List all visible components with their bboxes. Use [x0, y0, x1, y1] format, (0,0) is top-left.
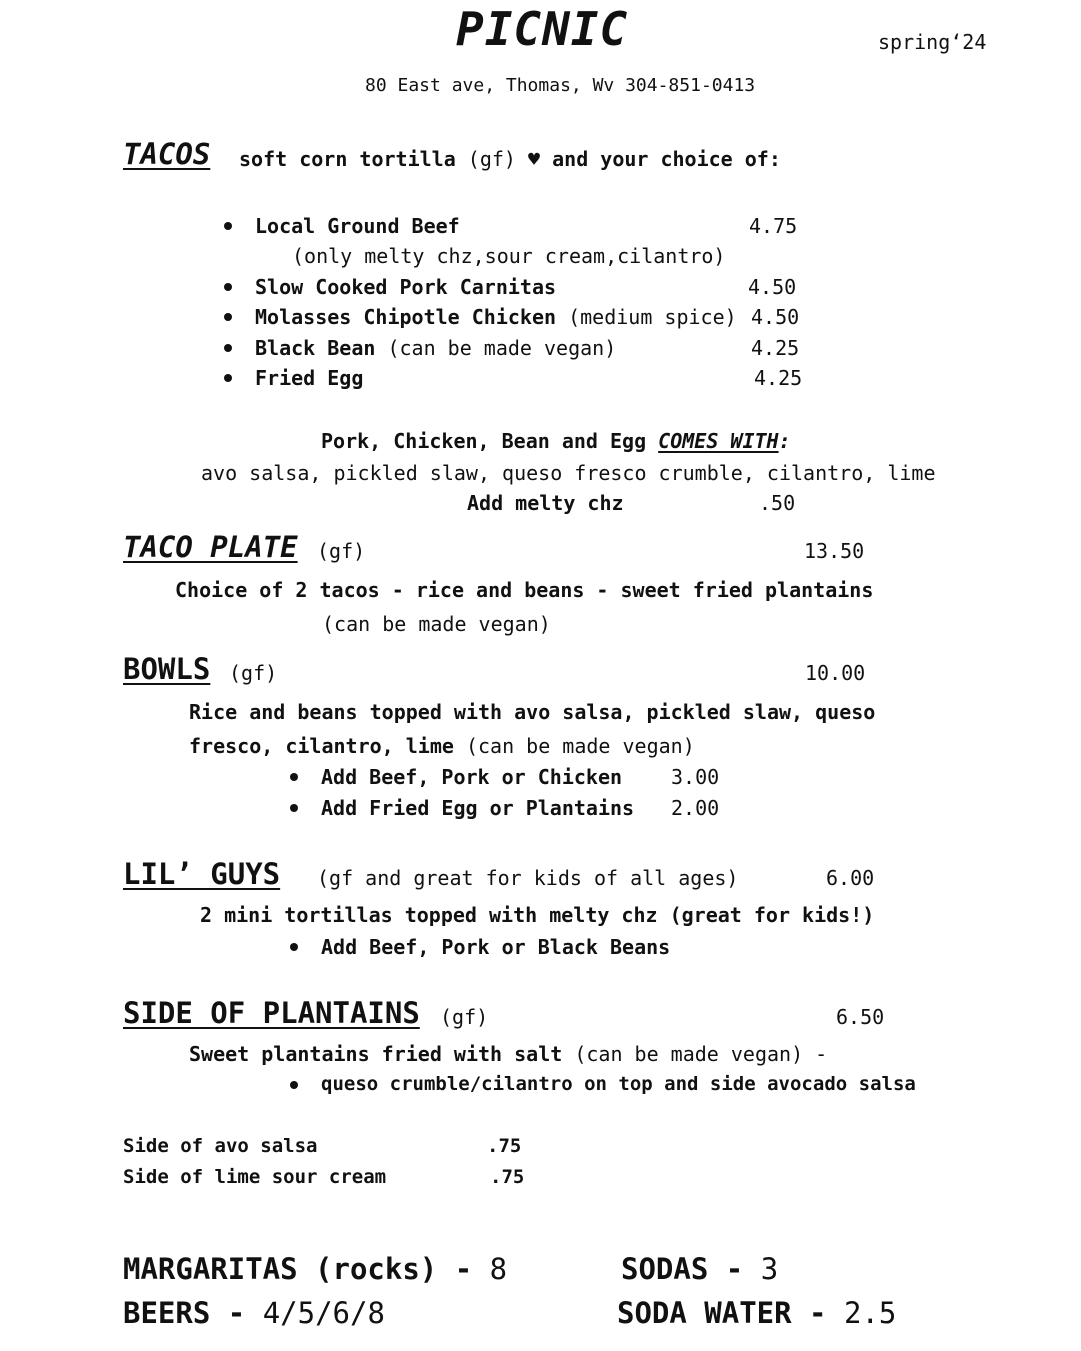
- bowls-addon-price: 3.00: [671, 765, 720, 789]
- margaritas-label: MARGARITAS (rocks) -: [123, 1252, 473, 1286]
- bullet-icon: [290, 773, 298, 781]
- comes-with-colon: :: [778, 429, 791, 453]
- side-label: Side of avo salsa: [123, 1135, 318, 1157]
- taco-item-name: Local Ground Beef: [255, 214, 460, 238]
- tacos-intro-tortilla: soft corn tortilla: [239, 147, 456, 171]
- lil-guys-addon: Add Beef, Pork or Black Beans: [321, 935, 671, 959]
- side-price: .75: [490, 1166, 525, 1188]
- side-label: Side of lime sour cream: [123, 1166, 387, 1188]
- plantains-desc: [189, 1042, 827, 1066]
- bowls-heading: BOWLS: [123, 652, 211, 686]
- bowls-desc-bold: fresco, cilantro, lime: [189, 734, 454, 758]
- taco-item-name: Slow Cooked Pork Carnitas: [255, 275, 557, 299]
- comes-with-lead: Pork, Chicken, Bean and Egg: [321, 429, 647, 453]
- beers-label: BEERS -: [123, 1296, 246, 1330]
- menu-title: PICNIC: [456, 2, 629, 56]
- addon-melty-chz-price: .50: [759, 491, 796, 515]
- side-price: .75: [487, 1135, 522, 1157]
- bullet-icon: [224, 313, 232, 321]
- beef-note: (only melty chz,sour cream,cilantro): [292, 244, 726, 268]
- taco-item-name: Black Bean: [255, 336, 376, 360]
- bullet-icon: [290, 943, 298, 951]
- taco-plate-gf: (gf): [317, 539, 366, 563]
- comes-with-line: [321, 429, 791, 453]
- bowls-desc-line1: Rice and beans topped with avo salsa, pickled slaw, queso: [189, 700, 876, 724]
- plantains-gf: (gf): [440, 1005, 489, 1029]
- margaritas-line: [123, 1252, 507, 1286]
- taco-item-price: 4.25: [754, 366, 803, 390]
- beers-line: [123, 1296, 385, 1330]
- bowls-desc-note: (can be made vegan): [465, 734, 695, 758]
- address-line: 80 East ave, Thomas, Wv 304-851-0413: [365, 75, 756, 96]
- beers-price: 4/5/6/8: [262, 1296, 385, 1330]
- bowls-addon-label: Add Beef, Pork or Chicken: [321, 765, 623, 789]
- plantains-bullet: queso crumble/cilantro on top and side avocado salsa: [321, 1073, 916, 1095]
- toppings-line: avo salsa, pickled slaw, queso fresco crumble, cilantro, lime: [201, 461, 936, 485]
- sodas-price: 3: [760, 1252, 779, 1286]
- bowls-addon-label: Add Fried Egg or Plantains: [321, 796, 635, 820]
- bullet-icon: [224, 344, 232, 352]
- margaritas-price: 8: [489, 1252, 508, 1286]
- taco-item-note: (medium spice): [568, 305, 737, 329]
- addon-melty-chz: Add melty chz: [467, 491, 624, 515]
- soda-water-price: 2.5: [843, 1296, 897, 1330]
- season-label: spring‘24: [878, 30, 987, 54]
- taco-plate-heading: TACO PLATE: [123, 530, 298, 564]
- taco-item-name: Fried Egg: [255, 366, 364, 390]
- heart-icon: ♥: [528, 147, 541, 171]
- bowls-desc-line2: [189, 734, 695, 758]
- tacos-intro-gf: (gf): [467, 147, 516, 171]
- taco-item-price: 4.25: [751, 336, 800, 360]
- plantains-desc-bold: Sweet plantains fried with salt: [189, 1042, 563, 1066]
- bullet-icon: [224, 283, 232, 291]
- bullet-icon: [290, 1081, 298, 1089]
- plantains-price: 6.50: [836, 1005, 885, 1029]
- taco-item-row: [255, 305, 737, 329]
- plantains-desc-note: (can be made vegan) -: [574, 1042, 828, 1066]
- lil-guys-desc: 2 mini tortillas topped with melty chz (great for kids!): [200, 903, 875, 927]
- taco-item-row: [255, 336, 616, 360]
- bowls-price: 10.00: [805, 661, 866, 685]
- bullet-icon: [224, 222, 232, 230]
- comes-with-label: COMES WITH: [658, 429, 779, 453]
- taco-plate-price: 13.50: [804, 539, 865, 563]
- tacos-heading: TACOS: [123, 137, 211, 171]
- taco-plate-note: (can be made vegan): [322, 612, 551, 636]
- bowls-addon-price: 2.00: [671, 796, 720, 820]
- tacos-intro-choice: and your choice of:: [552, 147, 781, 171]
- sodas-line: [621, 1252, 778, 1286]
- taco-item-price: 4.50: [748, 275, 797, 299]
- soda-water-line: [617, 1296, 896, 1330]
- taco-item-price: 4.50: [751, 305, 800, 329]
- taco-plate-desc: Choice of 2 tacos - rice and beans - sweet fried plantains: [175, 578, 874, 602]
- tacos-intro: [239, 147, 781, 171]
- soda-water-label: SODA WATER -: [617, 1296, 827, 1330]
- lil-guys-price: 6.00: [826, 866, 875, 890]
- taco-item-note: (can be made vegan): [387, 336, 617, 360]
- bullet-icon: [224, 374, 232, 382]
- taco-item-price: 4.75: [749, 214, 798, 238]
- bowls-gf: (gf): [229, 661, 278, 685]
- lil-guys-note: (gf and great for kids of all ages): [317, 866, 739, 890]
- sodas-label: SODAS -: [621, 1252, 744, 1286]
- plantains-heading: SIDE OF PLANTAINS: [123, 996, 420, 1030]
- lil-guys-heading: LIL’ GUYS: [123, 857, 281, 891]
- bullet-icon: [290, 804, 298, 812]
- taco-item-name: Molasses Chipotle Chicken: [255, 305, 557, 329]
